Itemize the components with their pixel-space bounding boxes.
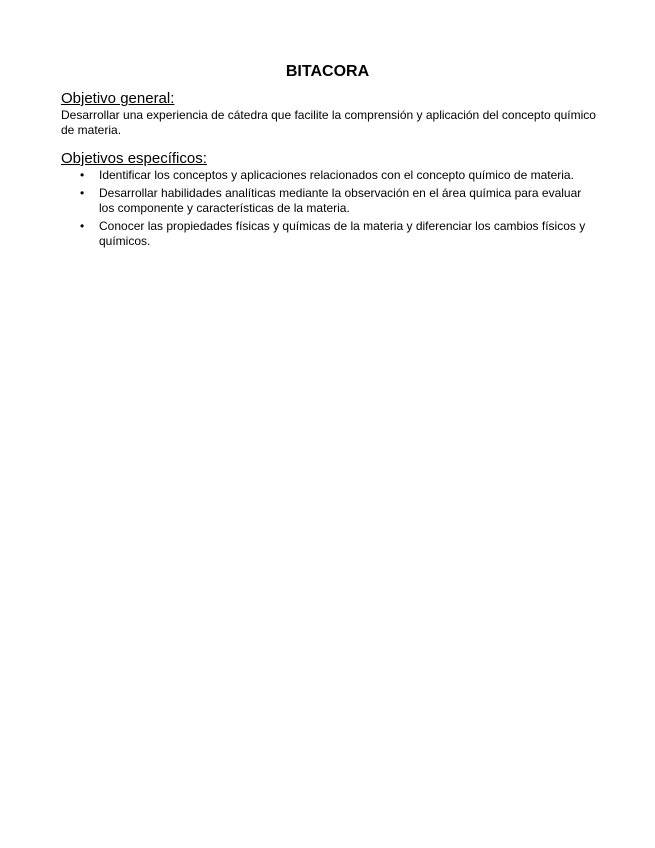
page-title: BITACORA xyxy=(285,63,370,80)
list-item xyxy=(61,168,596,184)
list-item-text: Conocer las propiedades físicas y químicas de la materia y diferenciar los cambios físicos y químicos. xyxy=(99,218,586,248)
list-item-text: Desarrollar habilidades analíticas mediante la observación en el área química para evaluar los componente y características de la materia. xyxy=(99,185,582,215)
bullet-icon: • xyxy=(80,218,85,233)
general-objective-heading: Objetivo general: xyxy=(61,90,175,107)
list-item xyxy=(61,186,596,217)
list-item xyxy=(61,219,596,250)
section-spacer xyxy=(61,138,596,150)
list-item-text: Identificar los conceptos y aplicaciones relacionados con el concepto químico de materia. xyxy=(99,168,574,182)
bullet-icon: • xyxy=(80,185,85,200)
document-body xyxy=(61,90,596,252)
specific-objectives-heading: Objetivos específicos: xyxy=(61,150,207,167)
specific-objectives-list xyxy=(61,168,596,250)
general-objective-text: Desarrollar una experiencia de cátedra que facilite la comprensión y aplicación del concepto químico de materia. xyxy=(61,108,596,137)
bullet-icon: • xyxy=(80,168,85,182)
